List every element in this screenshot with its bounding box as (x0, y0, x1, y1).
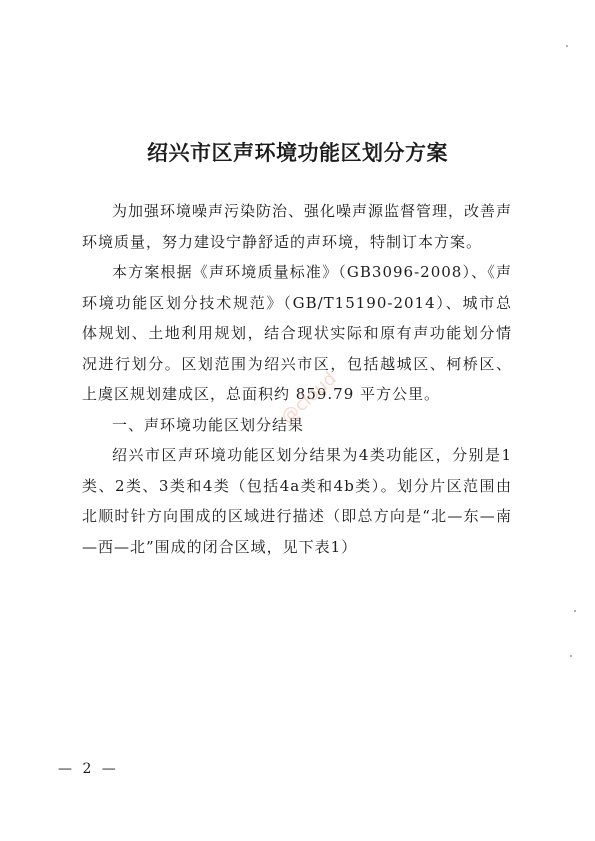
scan-speck (570, 655, 572, 657)
watermark: @cloud (276, 368, 341, 429)
document-body (82, 196, 512, 562)
section-paragraph: 绍兴市区声环境功能区划分结果为4类功能区，分别是1类、2类、3类和4类（包括4a类和4b类）。划分片区范围由北顺时针方向围成的区域进行描述（即总方向是“北—东—南—西—北”围成的闭合区域，见下表1） (82, 446, 512, 556)
section-heading: 一、声环境功能区划分结果 (112, 415, 305, 434)
page-number: — 2 — (58, 761, 119, 777)
intro-paragraph: 为加强环境噪声污染防治、强化噪声源监督管理，改善声环境质量，努力建设宁静舒适的声环境，特制订本方案。 (82, 202, 513, 251)
basis-paragraph: 本方案根据《声环境质量标准》（GB3096-2008）、《声环境功能区划分技术规范》（GB/T15190-2014）、城市总体规划、土地利用规划，结合现状实际和原有声功能划分情况进行划分。区划范围为绍兴市区，包括越城区、柯桥区、上虞区规划建成区，总面积约 859.79 平方公里。 (82, 263, 512, 403)
scan-speck (566, 45, 568, 47)
scan-speck (574, 610, 576, 612)
document-title: 绍兴市区声环境功能区划分方案 (147, 140, 448, 165)
